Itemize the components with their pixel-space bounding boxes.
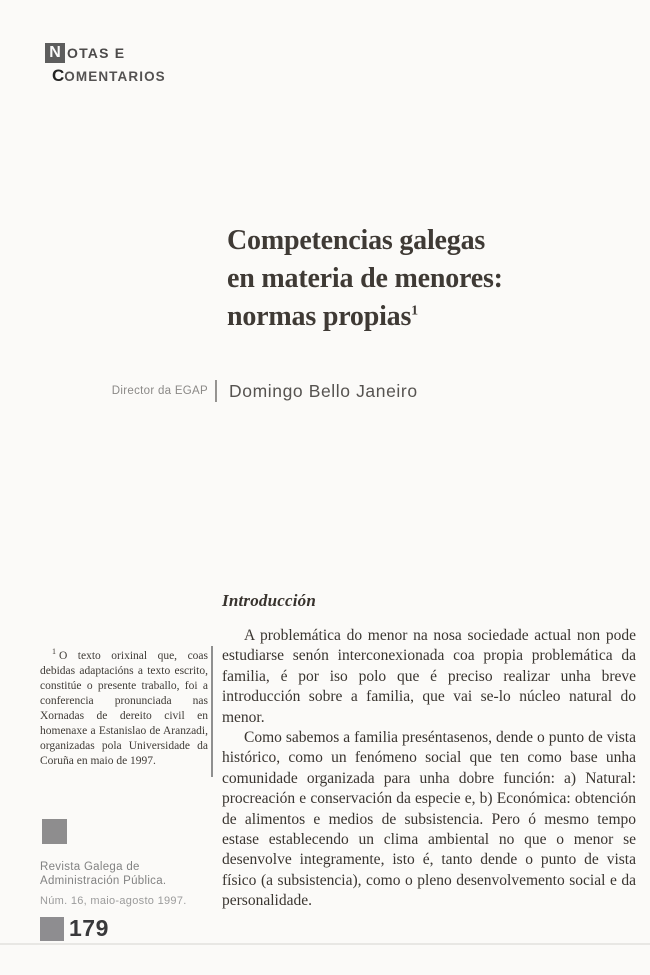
byline-role: Director da EGAP (111, 385, 208, 397)
folio-square (40, 917, 64, 941)
decorative-square (42, 819, 67, 844)
article-title-line3 (227, 298, 503, 336)
article-title-line2: en materia de menores: (227, 263, 503, 294)
footnote-text: O texto orixinal que, coas debidas adaptacións a texto escrito, constitúe o presente traballo, foi a conferencia pronunciada nas Xornadas de dereito civil en homenaxe a Estanislao de Aranzadi, organizadas pola Universidade da Coruña en maio de 1997. (40, 649, 208, 767)
imprint-journal-name-line2: Administración Pública. (40, 875, 167, 887)
footnote-ref: 1 (52, 647, 56, 656)
byline-divider: | (213, 376, 219, 402)
masthead-line2-text: OMENTARIOS (64, 69, 166, 84)
body-paragraph: Como sabemos a familia preséntasenos, dende o punto de vista histórico, como un fenómeno social que ten como base unha comunidade organizada para unha dobre función: a) Natural: procreación e conservación da especie e, b) Económica: obtención de alimentos e medios de subsistencia. Pero ó mesmo tempo estase establecendo un clima ambiental no que o menor se desenvolve integramente, isto é, tanto dende o punto de vista físico (a subsistencia), como o pleno desenvolvemento social e da personalidade. (222, 729, 636, 910)
masthead-initial-c: C (52, 66, 65, 85)
section-heading: Introducción (222, 591, 317, 610)
page-folio (40, 915, 109, 942)
column-divider-rule (211, 646, 213, 777)
masthead-line1-text: OTAS E (67, 45, 126, 61)
byline-author: Domingo Bello Janeiro (229, 381, 418, 401)
page-edge-line (0, 943, 650, 945)
article-title-line1: Competencias galegas (227, 225, 486, 256)
article-title-line3-text: normas propias (227, 301, 412, 332)
section-masthead (45, 43, 166, 86)
imprint-issue-info: Núm. 16, maio-agosto 1997. (40, 895, 187, 907)
article-title (227, 222, 503, 336)
journal-imprint (40, 860, 187, 908)
title-footnote-ref: 1 (411, 303, 418, 319)
margin-footnote (40, 644, 208, 769)
masthead-line1 (45, 43, 166, 63)
page-number: 179 (69, 915, 109, 941)
masthead-initial-box: N (45, 43, 65, 63)
body-paragraph: A problemática do menor na nosa sociedade actual non pode estudiarse senón interconexionada coa propia problemática da familia, é por iso polo que é preciso realizar unha breve introducción sobre a familia, que vai se-lo núcleo natural do menor. (222, 627, 636, 726)
article-body (222, 626, 636, 912)
imprint-journal-name-line1: Revista Galega de (40, 861, 140, 873)
masthead-line2 (52, 66, 166, 86)
